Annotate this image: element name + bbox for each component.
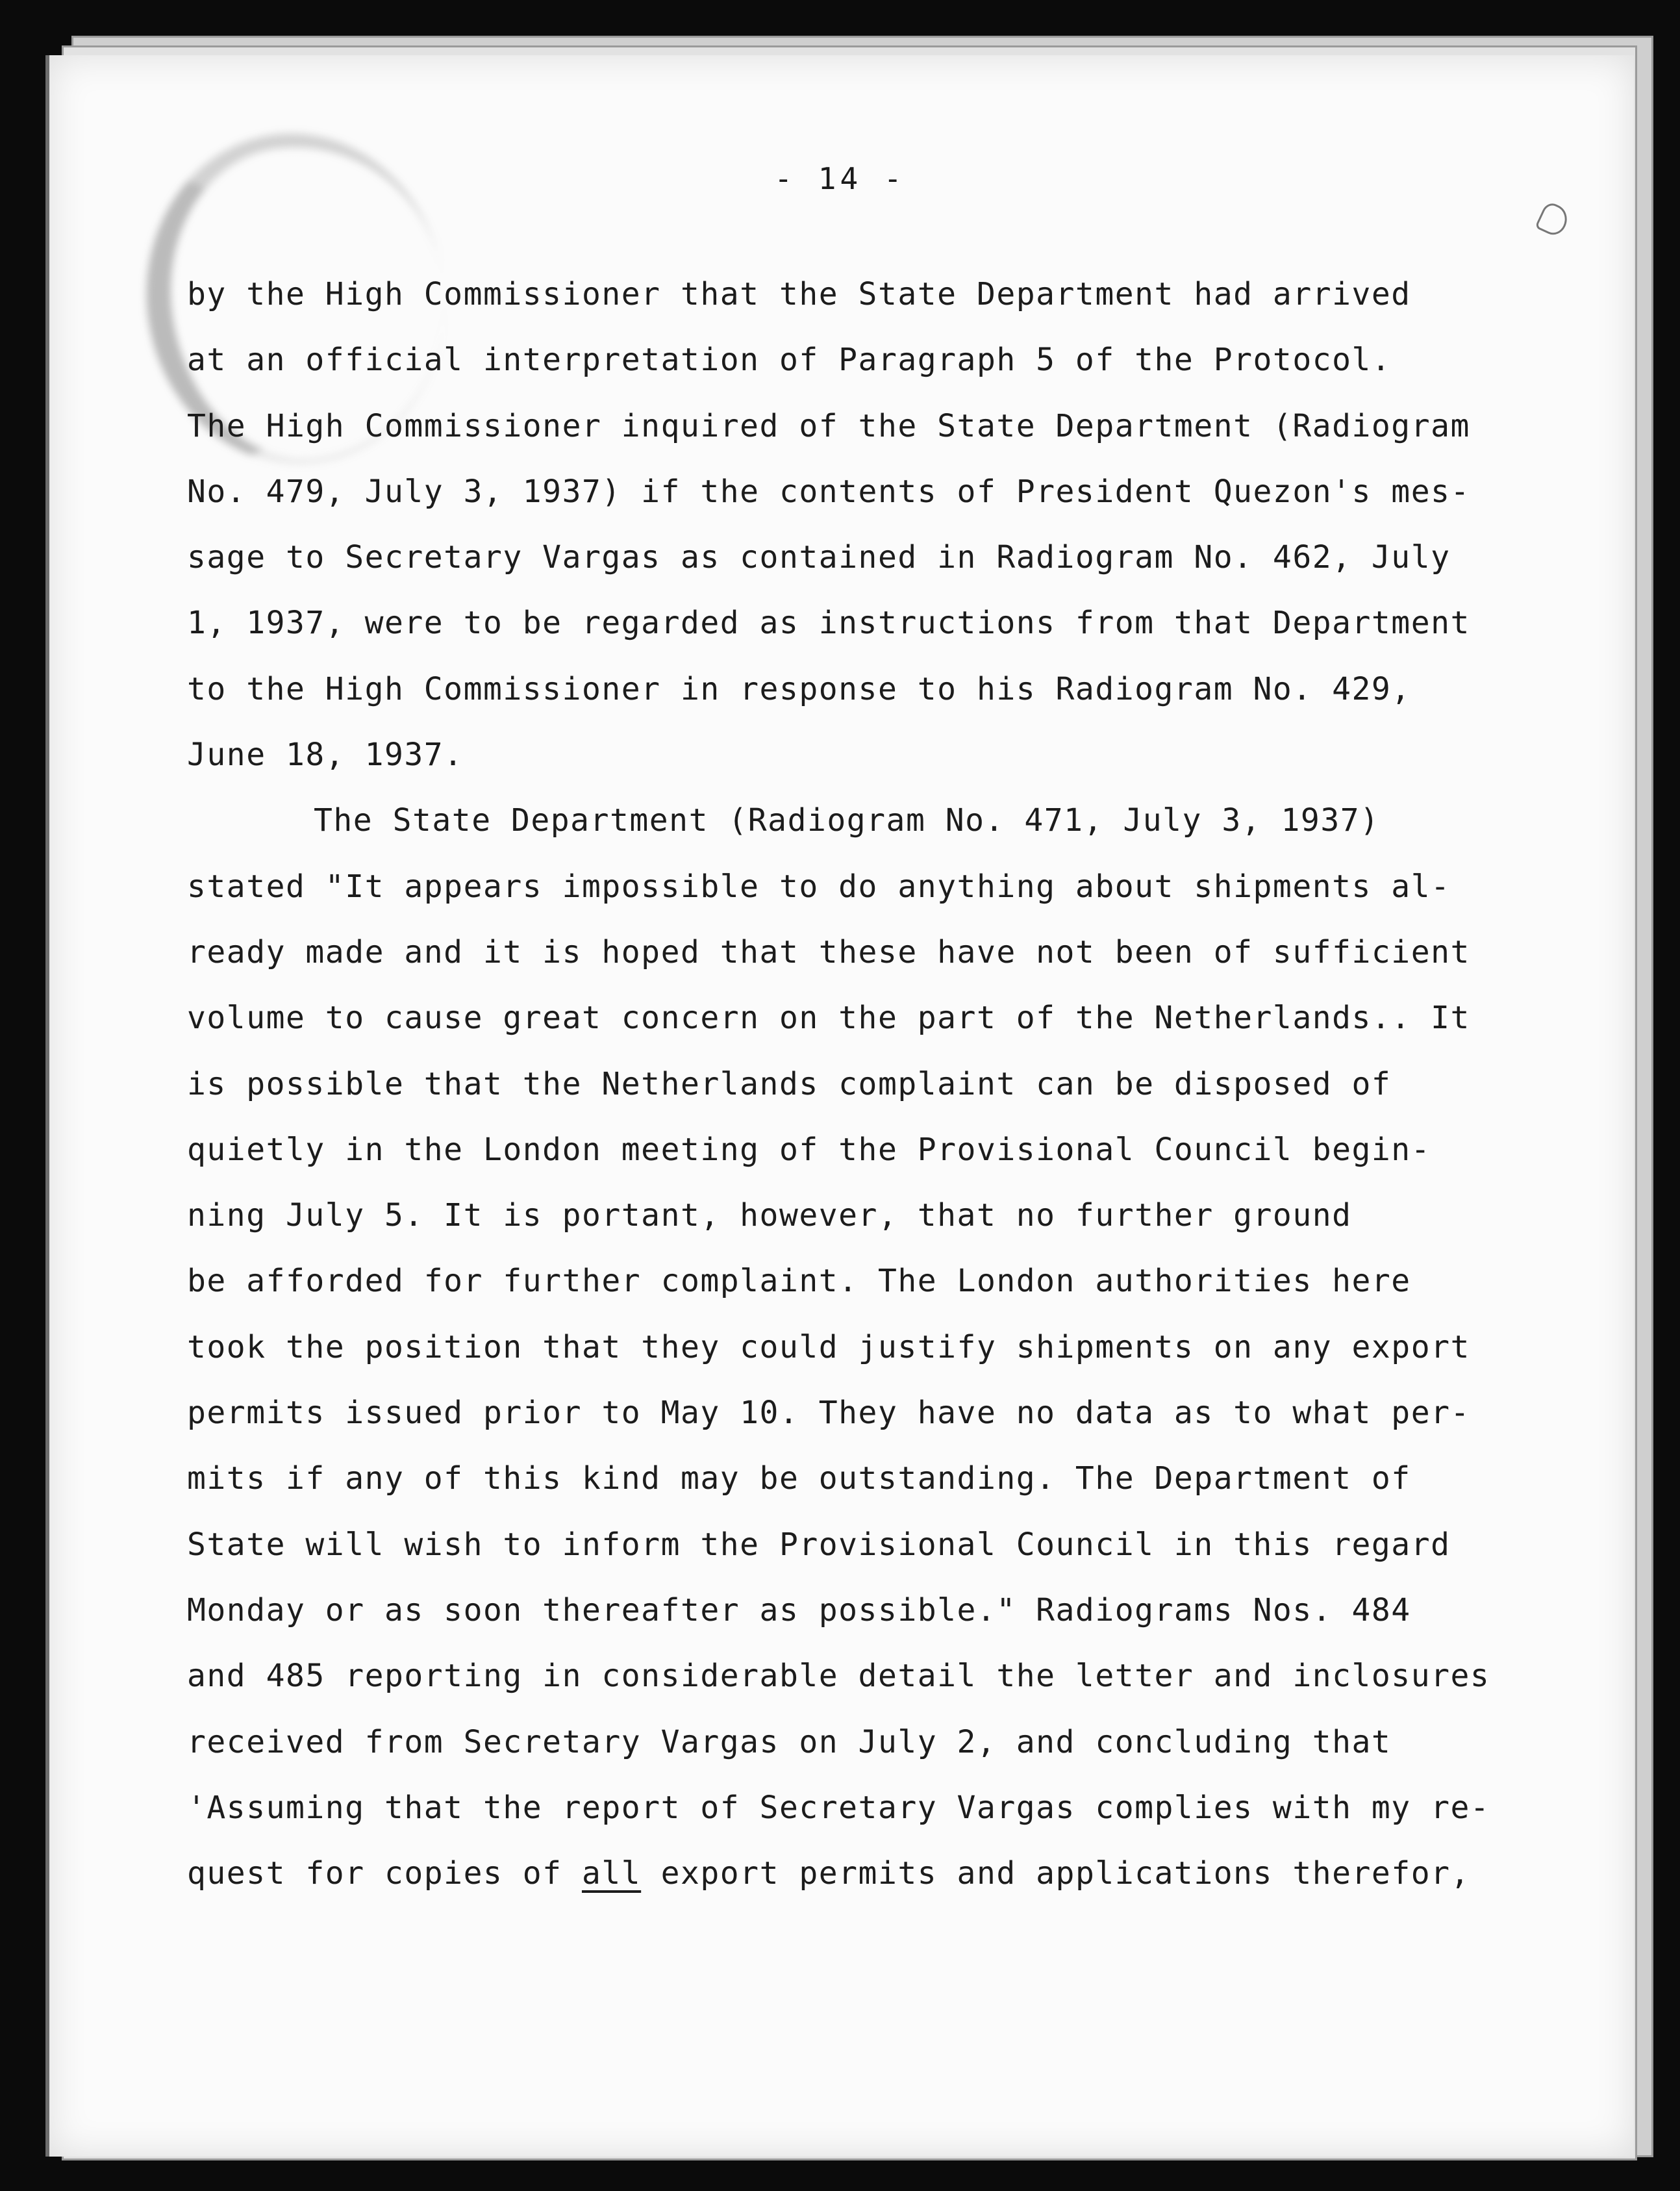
- text-line: ning July 5. It is portant, however, that no further ground: [187, 1197, 1352, 1234]
- text-line: Monday or as soon thereafter as possible." Radiograms Nos. 484: [187, 1591, 1411, 1628]
- text-line: be afforded for further complaint. The London authorities here: [187, 1263, 1411, 1300]
- page-number: - 14 -: [774, 161, 906, 196]
- text-line: by the High Commissioner that the State Department had arrived: [187, 276, 1411, 312]
- text-line: to the High Commissioner in response to his Radiogram No. 429,: [187, 670, 1411, 707]
- margin-pencil-mark: [1535, 200, 1572, 238]
- document-body: [187, 262, 1490, 1906]
- text-line: at an official interpretation of Paragraph 5 of the Protocol.: [187, 342, 1392, 379]
- text-line-last: [187, 1841, 1486, 1906]
- text-line: took the position that they could justify shipments on any export: [187, 1328, 1470, 1365]
- text-line: The High Commissioner inquired of the State Department (Radiogram: [187, 407, 1470, 444]
- text-line: The State Department (Radiogram No. 471, July 3, 1937): [314, 802, 1380, 839]
- text-line: quietly in the London meeting of the Provisional Council begin-: [187, 1131, 1431, 1168]
- text-line: permits issued prior to May 10. They have no data as to what per-: [187, 1395, 1470, 1432]
- text-line: ready made and it is hoped that these have not been of sufficient: [187, 933, 1470, 970]
- text-line: is possible that the Netherlands complaint can be disposed of: [187, 1065, 1392, 1102]
- text-segment: quest for copies of: [187, 1855, 582, 1892]
- text-line: June 18, 1937.: [187, 737, 464, 774]
- text-line: No. 479, July 3, 1937) if the contents of President Quezon's mes-: [187, 473, 1470, 510]
- text-segment: export permits and applications therefor,: [641, 1855, 1470, 1892]
- text-line: stated "It appears impossible to do anything about shipments al-: [187, 868, 1451, 905]
- text-line: volume to cause great concern on the part of the Netherlands.. It: [187, 1000, 1470, 1037]
- text-line: State will wish to inform the Provisional Council in this regard: [187, 1526, 1451, 1563]
- text-line: sage to Secretary Vargas as contained in Radiogram No. 462, July: [187, 539, 1451, 576]
- text-line: mits if any of this kind may be outstanding. The Department of: [187, 1460, 1411, 1497]
- text-line: received from Secretary Vargas on July 2, and concluding that: [187, 1723, 1392, 1760]
- underlined-word: all: [581, 1855, 642, 1892]
- text-line: 1, 1937, were to be regarded as instructions from that Department: [187, 605, 1470, 642]
- text-line: 'Assuming that the report of Secretary Vargas complies with my re-: [187, 1789, 1490, 1826]
- text-line: and 485 reporting in considerable detail the letter and inclosures: [187, 1658, 1490, 1695]
